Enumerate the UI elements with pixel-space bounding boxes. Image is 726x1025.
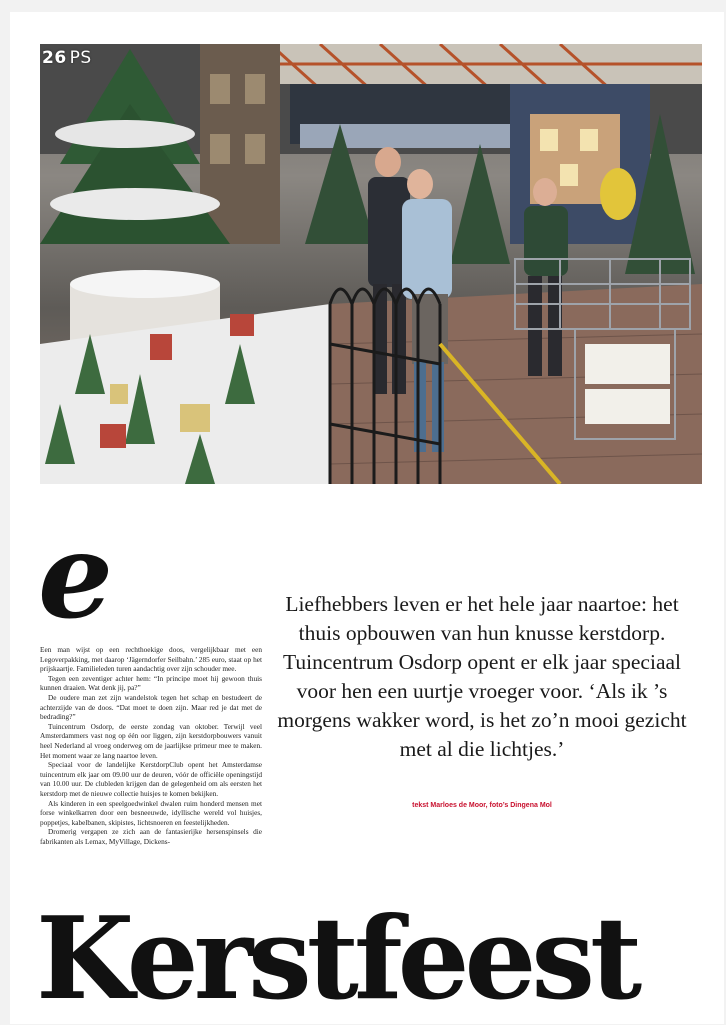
article-title: Kerstfeest	[36, 892, 638, 1025]
page-number-label	[42, 48, 92, 68]
article-body	[40, 645, 262, 846]
body-paragraph: Tuincentrum Osdorp, de eerste zondag van oktober. Terwijl veel Amsterdammers vast nog op één oor liggen, zijn kerstdorpbouwers vanuit heel Nederland al vroeg onderweg om de jaarlijkse primeur mee te maken. Het moment waar ze lang naartoe leven.	[40, 721, 262, 760]
magazine-page	[10, 12, 724, 1024]
lead-intro: Liefhebbers leven er het hele jaar naartoe: het thuis opbouwen van hun knusse kerstdorp. Tuincentrum Osdorp opent er elk jaar speciaal voor hen een uurtje vroeger voor. ‘Als ik ’s morgens wakker word, is het zo’n mooi gezicht met al die lichtjes.’	[277, 592, 687, 761]
body-paragraph: Tegen een zeventiger achter hem: “In principe moet hij gewoon thuis kunnen draaien. Wat denk jij, pa?”	[40, 673, 262, 693]
page-number: 26	[42, 48, 67, 68]
article-photo	[40, 44, 702, 484]
body-paragraph: Als kinderen in een speelgoedwinkel dwalen ruim honderd mensen met forse winkelkarren door een besneeuwde, idyllische wereld vol huisjes, poppetjes, kabelbanen, skipistes, lichtsnoeren en feestelijkheden.	[40, 798, 262, 827]
byline-credit: tekst Marloes de Moor, foto’s Dingena Mol	[412, 802, 552, 809]
body-paragraph: De oudere man zet zijn wandelstok tegen het schap en bestudeert de achterzijde van de doos. “Dat moet te doen zijn. Maar red je dat met de bedrading?”	[40, 692, 262, 722]
section-name: PS	[69, 48, 92, 68]
body-paragraph: Speciaal voor de landelijke KerstdorpClub opent het Amsterdamse tuincentrum elk jaar om 09.00 uur de deuren, vóór de officiële openingstijd van 10.00 uur. De clubleden krijgen dan de gelegenheid om als eersten het kerstdorp met de nieuwe collectie huisjes te komen bekijken.	[40, 760, 262, 798]
body-paragraph: Een man wijst op een rechthoekige doos, vergelijkbaar met een Legoverpakking, met daarop ‘Jägerndorfer Seilbahn.’ 285 euro, staat op het prijskaartje. Familieleden turen aandachtig over zijn schouder mee.	[40, 645, 262, 674]
body-paragraph: Dromerig vergapen ze zich aan de fantasierijke hersenspinsels die fabrikanten als Lemax, MyVillage, Dickens-	[40, 827, 262, 846]
photo-christmas-village	[40, 44, 702, 484]
drop-cap: e	[38, 506, 114, 645]
